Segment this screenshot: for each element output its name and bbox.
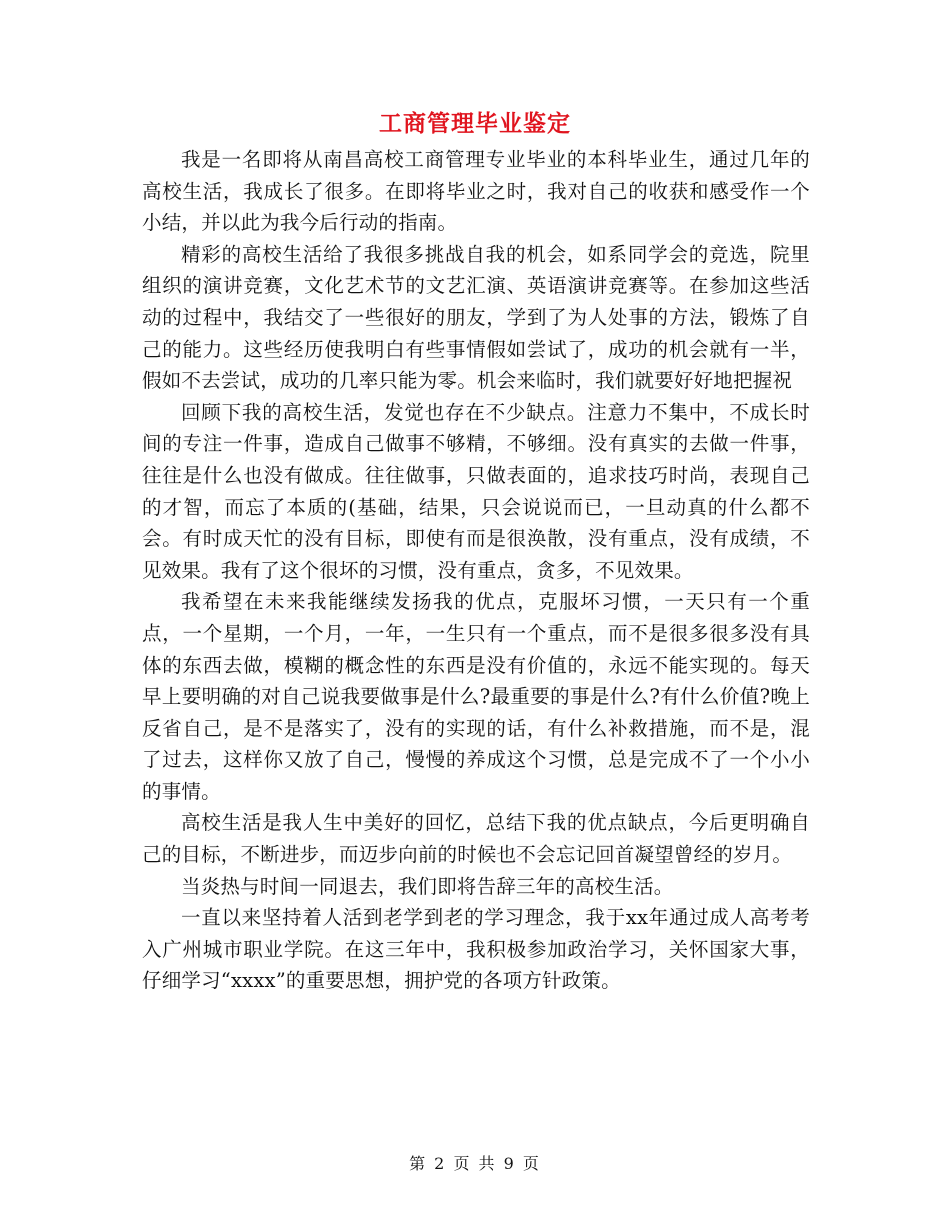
paragraph-activities: 精彩的高校生活给了我很多挑战自我的机会，如系同学会的竞选，院里组织的演讲竞赛，文化艺术节的文艺汇演、英语演讲竞赛等。在参加这些活动的过程中，我结交了一些很好的朋友，学到了为人处事的方法，锻炼了自己的能力。这些经历使我明白有些事情假如尝试了，成功的机会就有一半，假如不去尝试，成功的几率只能为零。机会来临时，我们就要好好地把握祝 (142, 242, 810, 393)
paragraph-shortcomings: 回顾下我的高校生活，发觉也存在不少缺点。注意力不集中，不成长时间的专注一件事，造成自己做事不够精，不够细。没有真实的去做一件事，往往是什么也没有做成。往往做事，只做表面的，追求技巧时尚，表现自己的才智，而忘了本质的(基础，结果，只会说说而已，一旦动真的什么都不会。有时成天忙的没有目标，即使有而是很涣散，没有重点，没有成绩，不见效果。我有了这个很坏的习惯，没有重点，贪多，不见效果。 (142, 400, 810, 582)
paragraph-intro: 我是一名即将从南昌高校工商管理专业毕业的本科毕业生，通过几年的高校生活，我成长了很多。在即将毕业之时，我对自己的收获和感受作一个小结，并以此为我今后行动的指南。 (142, 148, 810, 235)
paragraph-future-hopes: 我希望在未来我能继续发扬我的优点，克服坏习惯，一天只有一个重点，一个星期，一个月，一年，一生只有一个重点，而不是很多很多没有具体的东西去做，模糊的概念性的东西是没有价值的，永远不能实现的。每天早上要明确的对自己说我要做事是什么?最重要的事是什么?有什么价值?晚上反省自己，是不是落实了，没有的实现的话，有什么补救措施，而不是，混了过去，这样你又放了自己，慢慢的养成这个习惯，总是完成不了一个小小的事情。 (142, 590, 810, 803)
page-number-footer: 第 2 页 共 9 页 (409, 1154, 541, 1173)
paragraph-memories: 高校生活是我人生中美好的回忆，总结下我的优点缺点，今后更明确自己的目标，不断进步，而迈步向前的时候也不会忘记回首凝望曾经的岁月。 (142, 811, 810, 867)
paragraph-farewell: 当炎热与时间一同退去，我们即将告辞三年的高校生活。 (181, 874, 674, 898)
paragraph-study-philosophy: 一直以来坚持着人活到老学到老的学习理念，我于xx年通过成人高考考入广州城市职业学院。在这三年中，我积极参加政治学习，关怀国家大事，仔细学习“xxxx”的重要思想，拥护党的各项方针政策。 (142, 906, 810, 993)
document-body (142, 144, 810, 997)
document-title: 工商管理毕业鉴定 (379, 110, 571, 137)
